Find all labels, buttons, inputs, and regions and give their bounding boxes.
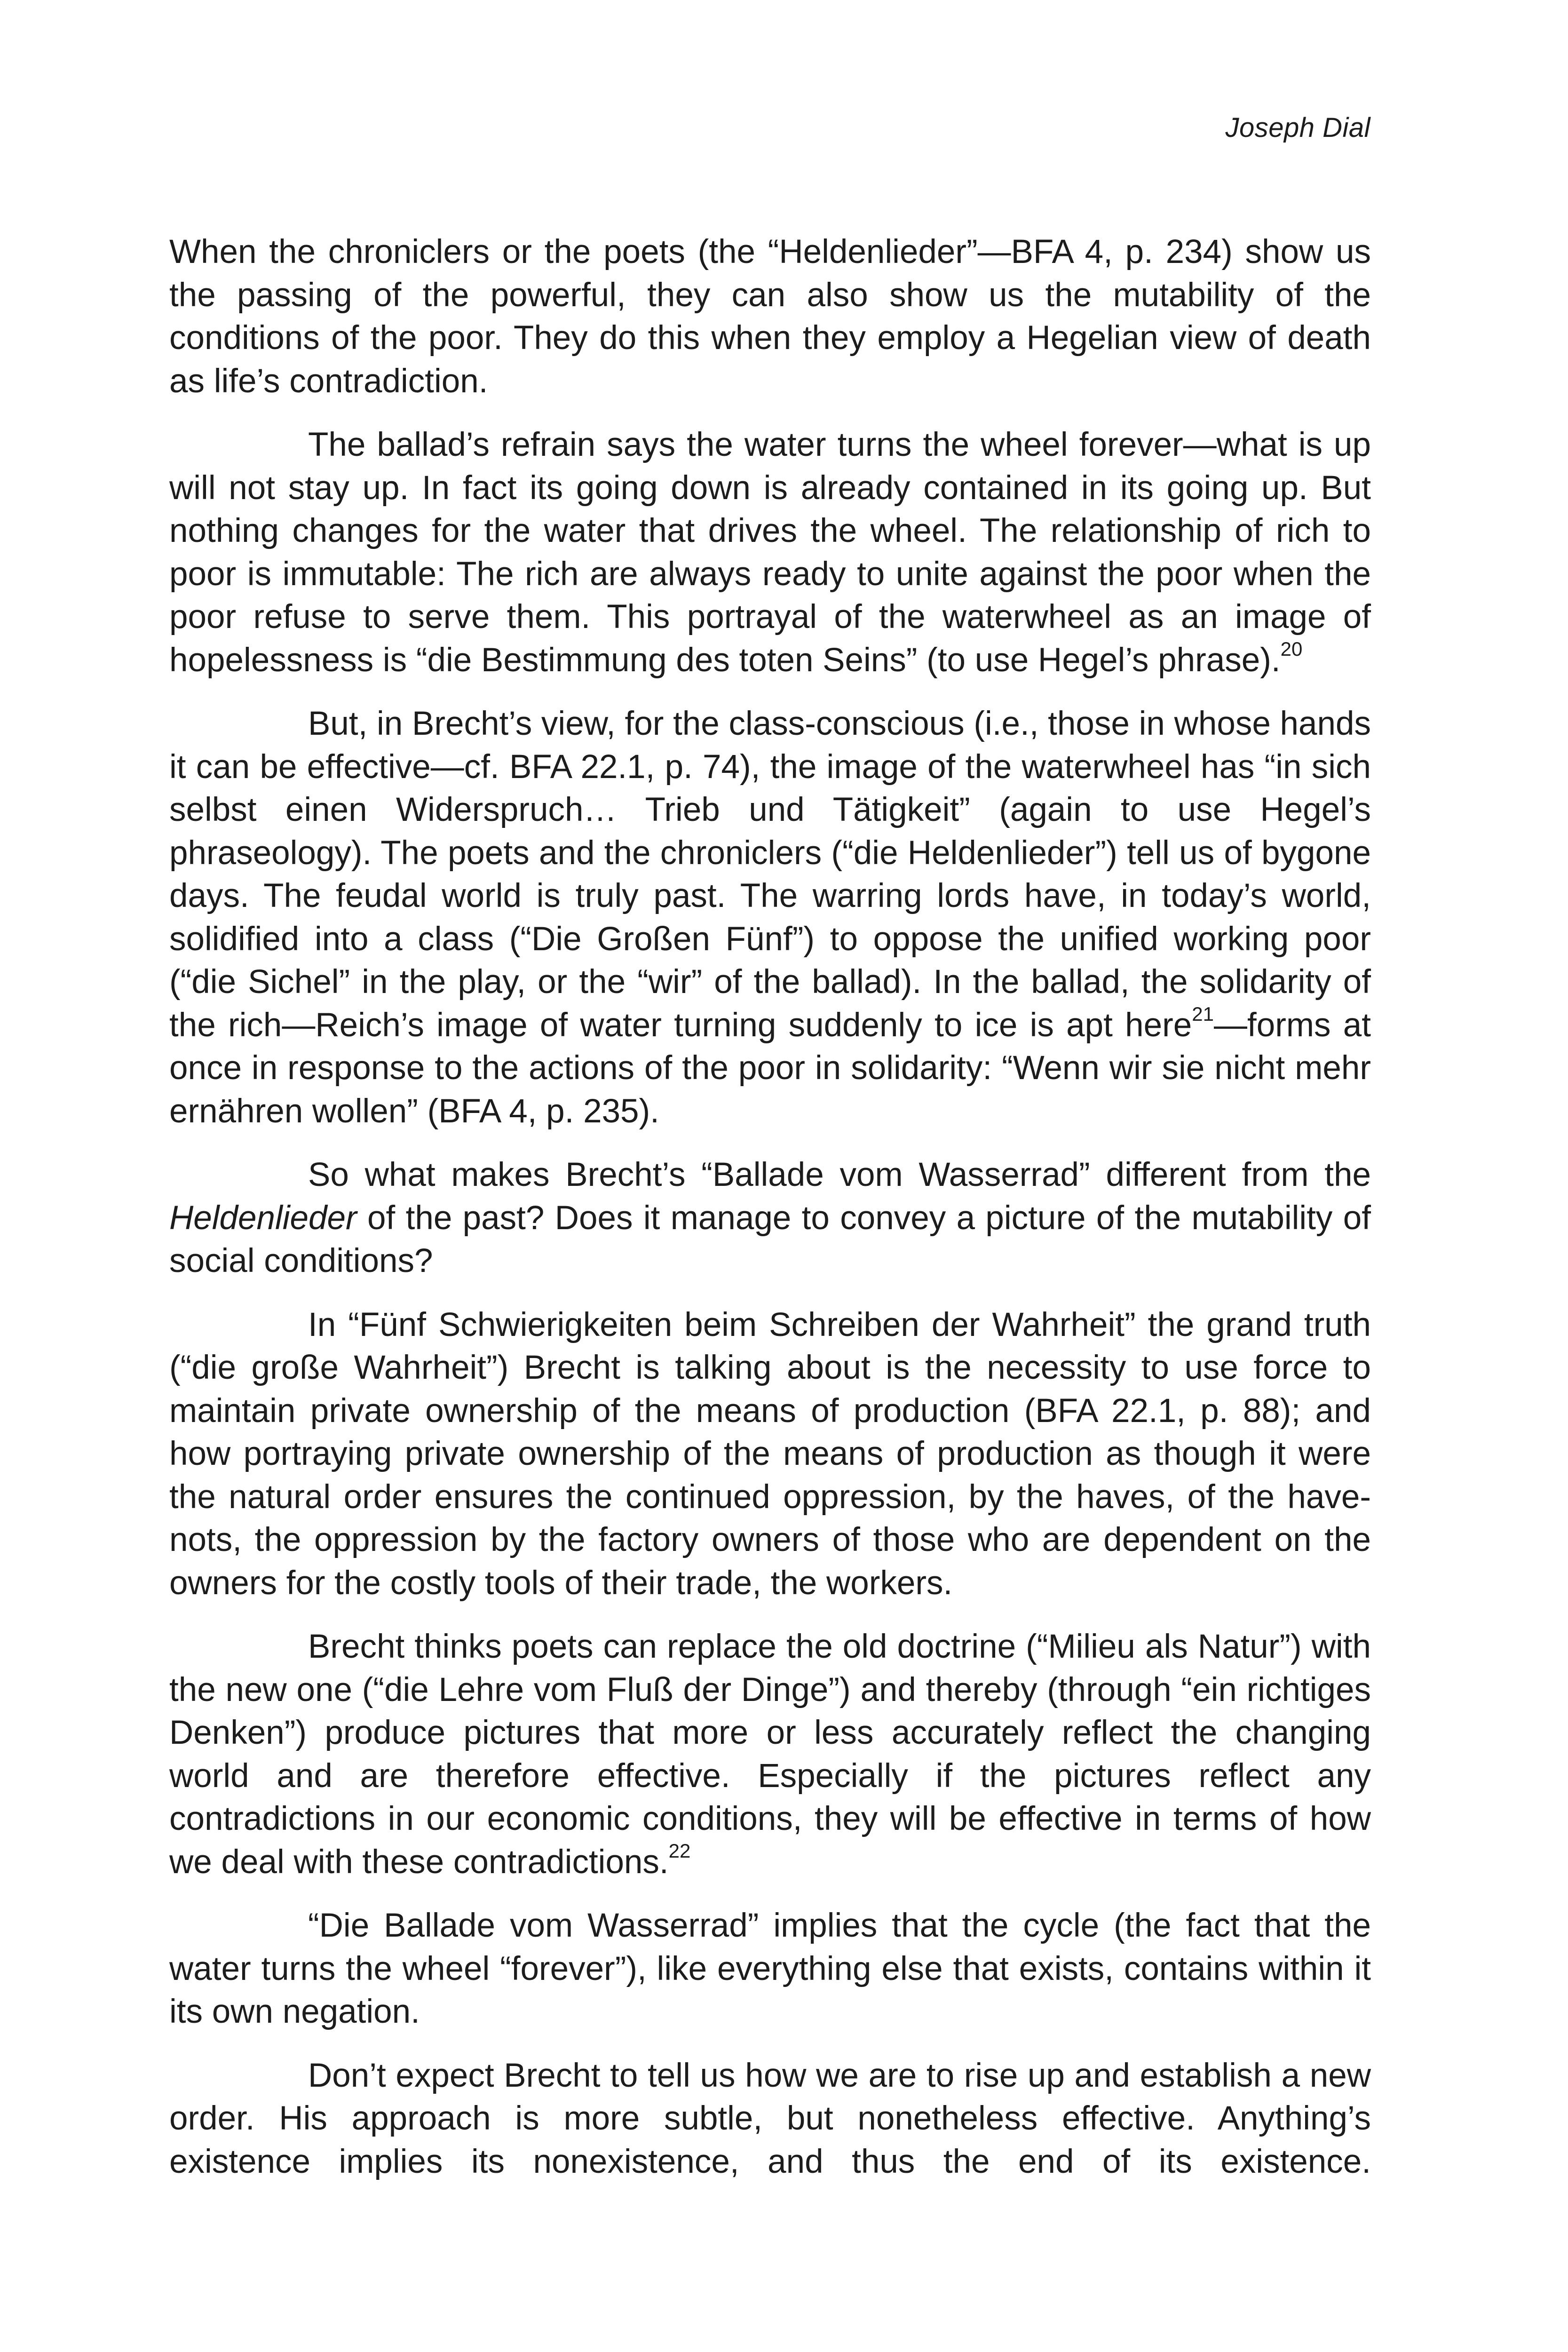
text-run: So what makes Brecht’s “Ballade vom Wasserrad” different from the (308, 1156, 1371, 1193)
paragraph (169, 702, 1371, 1133)
text-run: Brecht thinks poets can replace the old doctrine (“Milieu als Natur”) with the new one (“die Lehre vom Fluß der Dinge”) and thereby (through “ein richtiges Denken”) produce pictures that more or less accurately reflect the changing world and are therefore effective. Especially if the pictures reflect any contradictions in our economic conditions, they will be effective in terms of how we deal with these contradictions. (169, 1628, 1371, 1881)
text-run: “Die Ballade vom Wasserrad” implies that the cycle (the fact that the water turns the wheel “forever”), like everything else that exists, contains within it its own negation. (169, 1907, 1371, 2030)
text-run: In “Fünf Schwierigkeiten beim Schreiben der Wahrheit” the grand truth (“die große Wahrheit”) Brecht is talking about is the necessity to use force to maintain private ownership of the means of production (BFA 22.1, p. 88); and how portraying private ownership of the means of production as though it were the natural order ensures the continued oppression, by the haves, of the have-nots, the oppression by the factory owners of those who are dependent on the owners for the costly tools of their trade, the workers. (169, 1306, 1371, 1602)
text-run: —forms at once in response to the actions of the poor in solidarity: “Wenn wir sie nicht mehr ernähren wollen” (BFA 4, p. 235). (169, 1006, 1371, 1130)
footnote-marker[interactable]: 21 (1192, 1002, 1214, 1025)
running-head: Joseph Dial (1225, 112, 1370, 143)
text-run: Don’t expect Brecht to tell us how we are to rise up and establish a new order. His approach is more subtle, but nonetheless effective. Anything’s existence implies its nonexistence, and thus the end of its existence. (169, 2057, 1371, 2180)
paragraph (169, 1904, 1371, 2034)
footnote-marker[interactable]: 20 (1280, 637, 1303, 660)
text-run: of the past? Does it manage to convey a picture of the mutability of social conditions? (169, 1199, 1371, 1279)
paragraph (169, 423, 1371, 682)
text-run: The ballad’s refrain says the water turns the wheel forever—what is up will not stay up. In fact its going down is already contained in its going up. But nothing changes for the water that drives the wheel. The relationship of rich to poor is immutable: The rich are always ready to unite against the poor when the poor refuse to serve them. This portrayal of the waterwheel as an image of hopelessness is “die Bestimmung des toten Seins” (to use Hegel’s phrase). (169, 426, 1371, 679)
paragraph (169, 1303, 1371, 1605)
text-run: But, in Brecht’s view, for the class-conscious (i.e., those in whose hands it can be effective—cf. BFA 22.1, p. 74), the image of the waterwheel has “in sich selbst einen Widerspruch… Trieb und Tätigkeit” (again to use Hegel’s phraseology). The poets and the chroniclers (“die Heldenlieder”) tell us of bygone days. The feudal world is truly past. The warring lords have, in today’s world, solidified into a class (“Die Großen Fünf”) to oppose the unified working poor (“die Sichel” in the play, or the “wir” of the ballad). In the ballad, the solidarity of the rich—Reich’s image of water turning suddenly to ice is apt here (169, 705, 1371, 1044)
paragraph (169, 1625, 1371, 1883)
body-text (169, 230, 1371, 2204)
text-run: When the chroniclers or the poets (the “Heldenlieder”—BFA 4, p. 234) show us the passing of the powerful, they can also show us the mutability of the conditions of the poor. They do this when they employ a Hegelian view of death as life’s contradiction. (169, 233, 1371, 400)
footnote-marker[interactable]: 22 (668, 1839, 691, 1862)
paragraph (169, 2054, 1371, 2184)
paragraph (169, 1153, 1371, 1283)
paragraph (169, 230, 1371, 403)
italic-title: Heldenlieder (169, 1199, 357, 1237)
